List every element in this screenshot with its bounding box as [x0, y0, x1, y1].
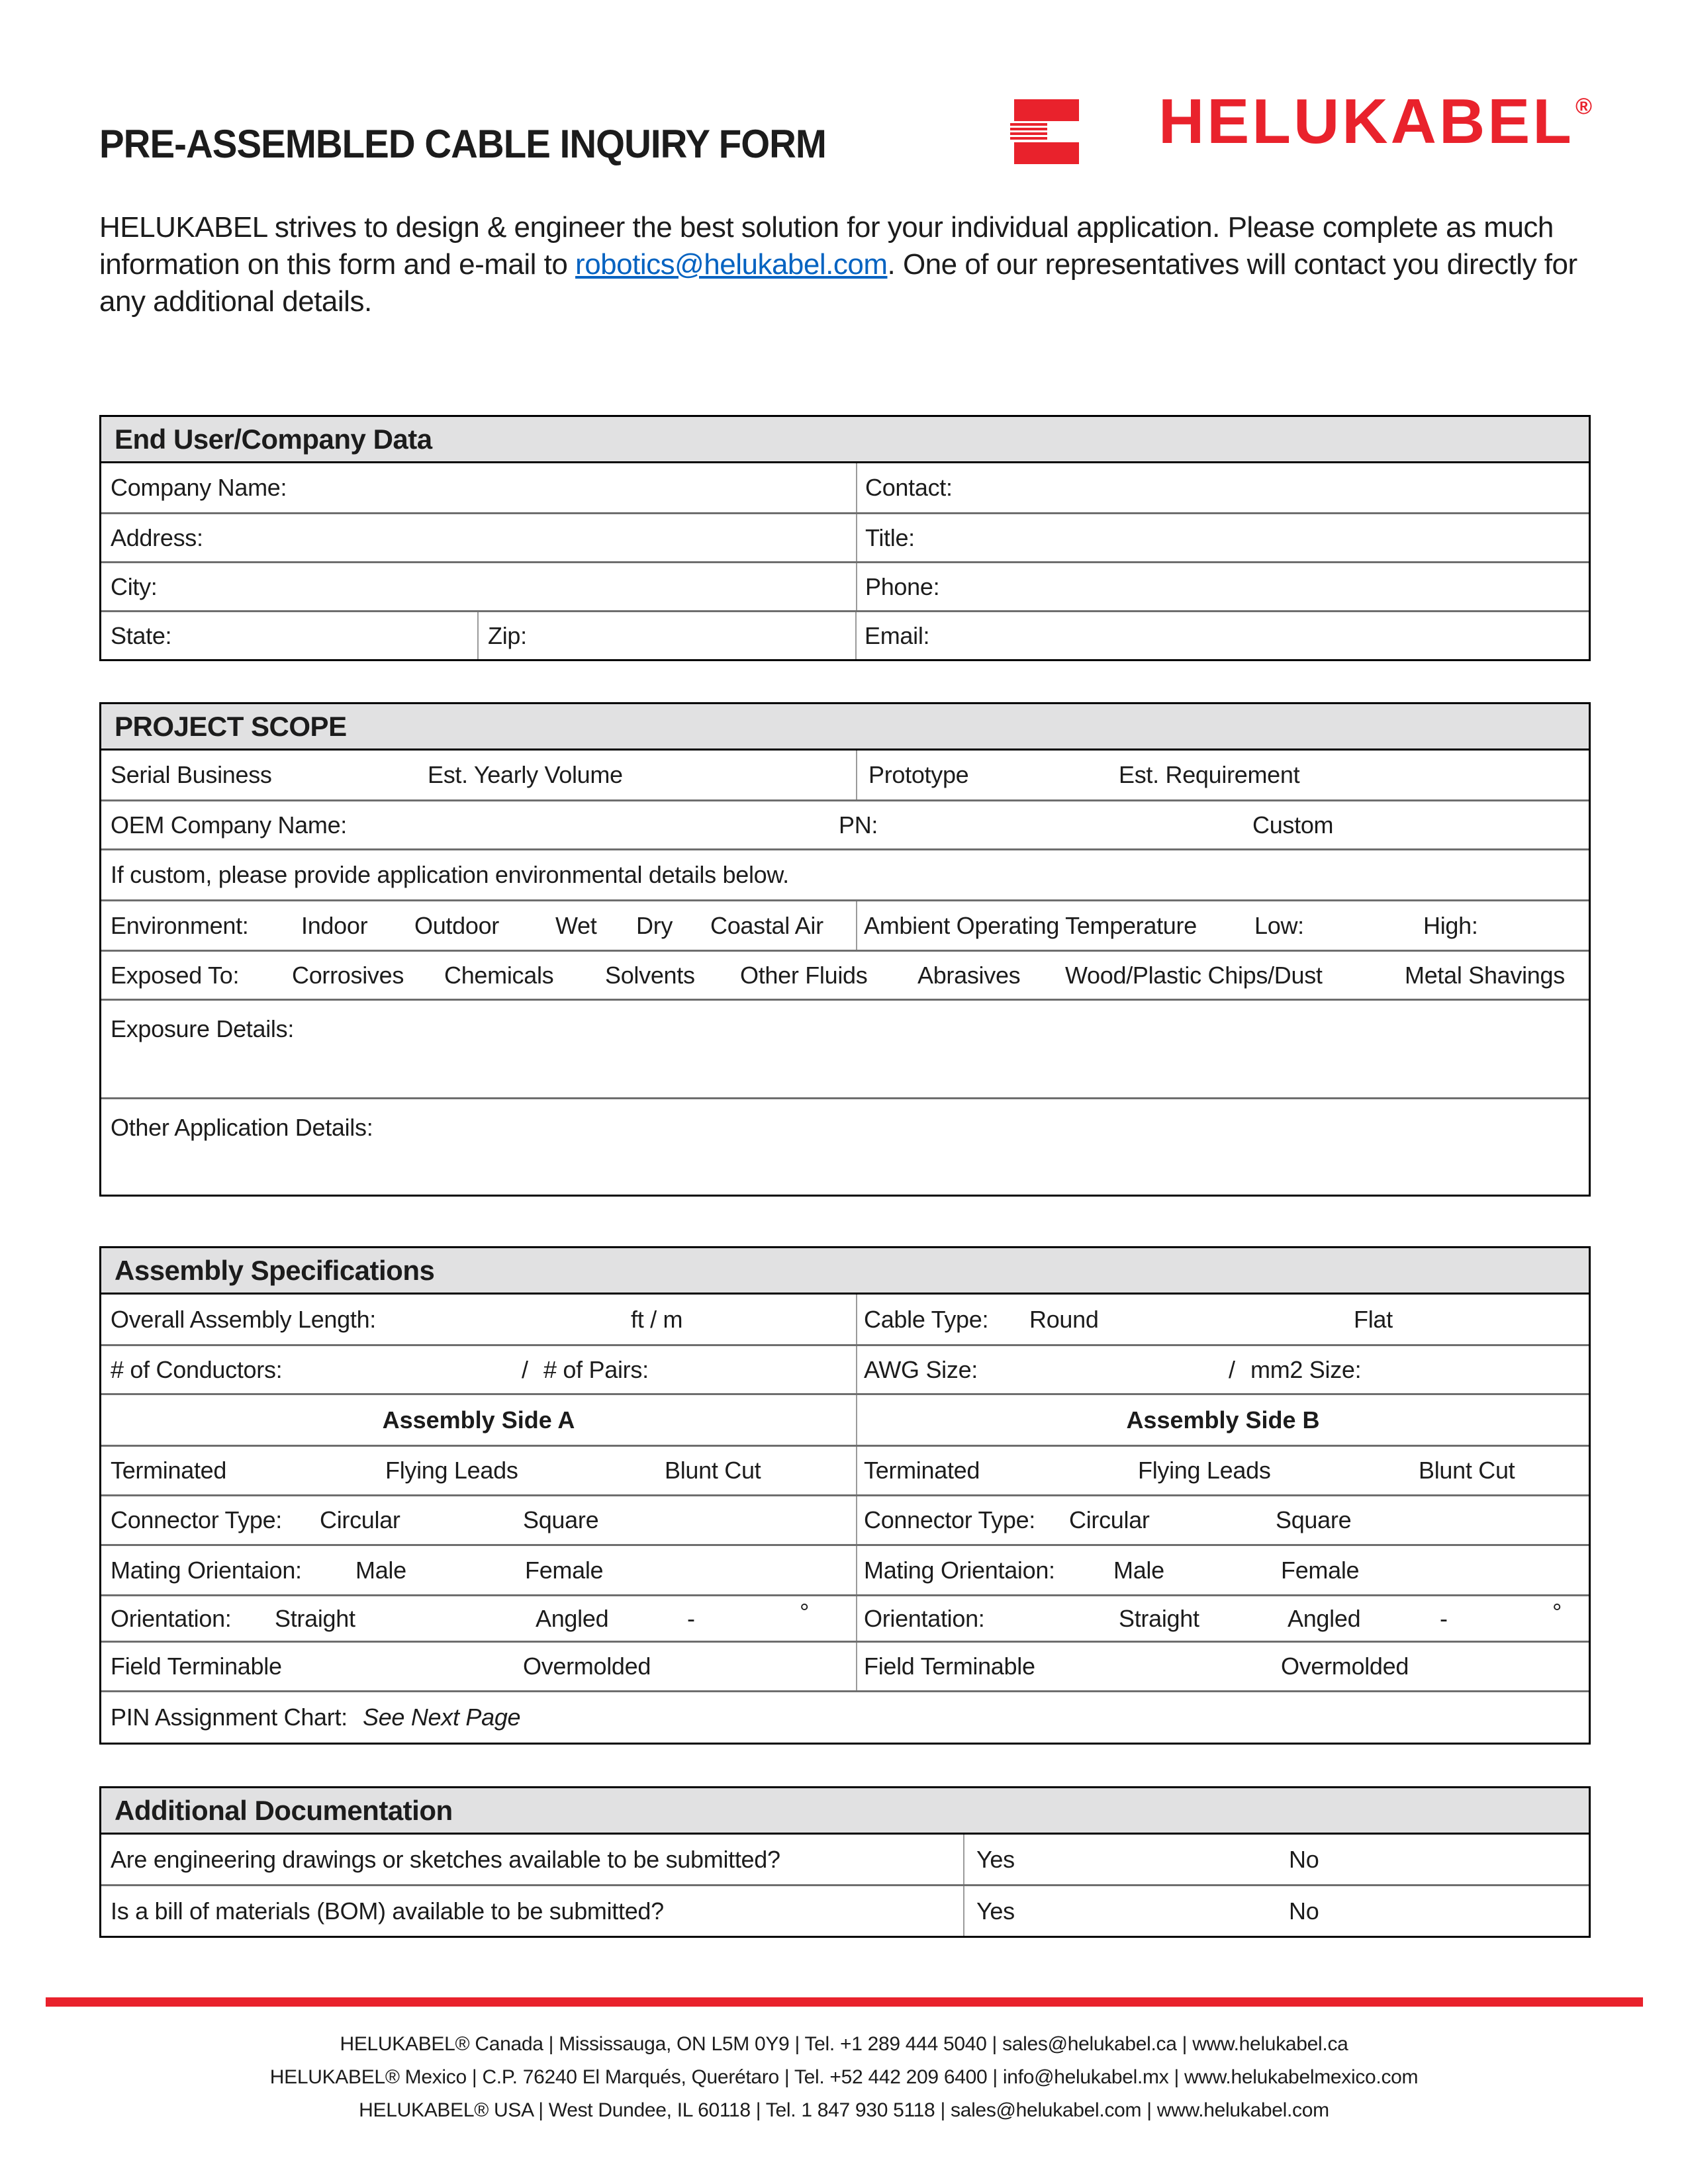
option-square-a: Square	[523, 1506, 599, 1533]
table-row	[101, 512, 1589, 561]
label-est-yearly-volume: Est. Yearly Volume	[428, 761, 623, 788]
label-connector-type-a: Connector Type:	[111, 1506, 282, 1533]
cell-awg-mm2	[856, 1346, 1589, 1393]
table-row	[101, 1641, 1589, 1690]
intro-text-before-link: HELUKABEL strives to design & engineer the best solution for your individual application. Please complete as much information on this form and e-mail to	[99, 211, 1554, 281]
header-assembly-side-a: Assembly Side A	[382, 1406, 575, 1433]
label-prototype: Prototype	[868, 761, 969, 788]
option-yes-bom: Yes	[976, 1897, 1015, 1925]
logo-icon-stripes	[1010, 123, 1047, 142]
option-angled-b: Angled	[1288, 1604, 1361, 1632]
cell-termination-side-a	[101, 1447, 856, 1494]
angle-dash-b: -	[1440, 1604, 1448, 1632]
table-row	[101, 799, 1589, 848]
label-awg-size: AWG Size:	[864, 1355, 978, 1383]
cell-cable-type	[856, 1295, 1589, 1344]
field-zip	[477, 612, 855, 659]
helukabel-logo-icon	[1010, 99, 1079, 164]
cell-mating-orientation-side-a	[101, 1546, 856, 1594]
section-end-user-company-data	[99, 415, 1591, 661]
table-row	[101, 1835, 1589, 1884]
option-chemicals: Chemicals	[444, 961, 554, 989]
table-row	[101, 1594, 1589, 1641]
option-dry: Dry	[636, 911, 673, 939]
option-field-terminable-b: Field Terminable	[864, 1653, 1035, 1680]
field-label-contact: Contact:	[865, 474, 953, 501]
section-assembly-specifications	[99, 1246, 1591, 1745]
header-assembly-side-b: Assembly Side B	[856, 1395, 1589, 1445]
field-label-title: Title:	[865, 523, 915, 551]
option-yes-drawings: Yes	[976, 1845, 1015, 1873]
degree-symbol-a: °	[800, 1598, 810, 1626]
label-ambient-operating-temperature: Ambient Operating Temperature	[864, 911, 1197, 939]
table-row	[101, 999, 1589, 1097]
intro-text-after-link: . One of our representatives will contact you directly for any additional details.	[99, 248, 1577, 318]
option-metal-shavings: Metal Shavings	[1405, 961, 1565, 989]
option-corrosives: Corrosives	[292, 961, 404, 989]
table-row	[101, 1494, 1589, 1544]
page-title: PRE-ASSEMBLED CABLE INQUIRY FORM	[99, 122, 826, 166]
footer-line-canada: HELUKABEL® Canada | Mississauga, ON L5M 0Y9 | Tel. +1 289 444 5040 | sales@helukabel.ca | www.helukabel.ca	[340, 2033, 1348, 2055]
field-title	[856, 514, 1589, 561]
label-num-pairs: # of Pairs:	[543, 1355, 649, 1383]
cell-environment	[101, 901, 856, 950]
logo-text: HELUKABEL	[1158, 86, 1574, 157]
cell-overall-assembly-length	[101, 1295, 856, 1344]
label-other-application-details: Other Application Details:	[111, 1114, 373, 1141]
cell-answer-bom	[963, 1886, 1589, 1936]
note-if-custom: If custom, please provide application environmental details below.	[111, 861, 789, 888]
option-no-drawings: No	[1289, 1845, 1319, 1873]
option-circular-a: Circular	[320, 1506, 400, 1533]
intro-paragraph	[99, 209, 1591, 320]
section-header-project-scope: PROJECT SCOPE	[101, 704, 1589, 751]
label-exposed-to: Exposed To:	[111, 961, 240, 989]
label-environment: Environment:	[111, 911, 249, 939]
question-drawings: Are engineering drawings or sketches available to be submitted?	[111, 1845, 780, 1873]
option-field-terminable-a: Field Terminable	[111, 1653, 282, 1680]
table-row	[101, 899, 1589, 950]
table-row	[101, 1690, 1589, 1743]
option-outdoor: Outdoor	[414, 911, 499, 939]
option-solvents: Solvents	[605, 961, 695, 989]
table-row	[101, 950, 1589, 999]
option-female-b: Female	[1281, 1556, 1360, 1584]
label-mating-orientation-b: Mating Orientaion:	[864, 1556, 1055, 1584]
cell-field-terminable-side-b	[856, 1643, 1589, 1690]
table-row	[101, 1295, 1589, 1344]
label-exposure-details: Exposure Details:	[111, 1015, 295, 1042]
field-label-address: Address:	[111, 523, 203, 551]
label-connector-type-b: Connector Type:	[864, 1506, 1035, 1533]
label-oem-company-name: OEM Company Name:	[111, 811, 348, 839]
field-city	[101, 563, 856, 610]
option-straight-b: Straight	[1119, 1604, 1199, 1632]
table-row	[101, 1544, 1589, 1594]
slash-separator: /	[522, 1355, 528, 1383]
option-male-b: Male	[1113, 1556, 1164, 1584]
label-mm2-size: mm2 Size:	[1250, 1355, 1362, 1383]
field-label-phone: Phone:	[865, 572, 940, 600]
table-row	[101, 1097, 1589, 1195]
table-row	[101, 561, 1589, 610]
option-abrasives: Abrasives	[917, 961, 1021, 989]
question-bom: Is a bill of materials (BOM) available to be submitted?	[111, 1897, 664, 1925]
field-label-state: State:	[111, 621, 172, 649]
option-angled-a: Angled	[536, 1604, 609, 1632]
field-label-city: City:	[111, 572, 158, 600]
section-header-additional-documentation: Additional Documentation	[101, 1788, 1589, 1835]
label-temp-low: Low:	[1254, 911, 1304, 939]
label-temp-high: High:	[1423, 911, 1478, 939]
cell-other-application-details	[101, 1099, 1589, 1195]
degree-symbol-b: °	[1552, 1598, 1562, 1626]
option-male-a: Male	[355, 1556, 406, 1584]
table-row	[101, 1344, 1589, 1393]
section-additional-documentation	[99, 1786, 1591, 1938]
option-coastal-air: Coastal Air	[710, 911, 823, 939]
option-overmolded-b: Overmolded	[1281, 1653, 1409, 1680]
field-state	[101, 612, 477, 659]
option-flying-leads-a: Flying Leads	[385, 1457, 518, 1484]
label-serial-business: Serial Business	[111, 761, 272, 788]
field-address	[101, 514, 856, 561]
label-overall-assembly-length: Overall Assembly Length:	[111, 1305, 376, 1333]
footer-red-bar	[46, 1997, 1643, 2007]
logo-icon-bottom-bar	[1014, 142, 1079, 164]
slash-separator: /	[1229, 1355, 1235, 1383]
cell-mating-orientation-side-b	[856, 1546, 1589, 1594]
cell-exposure-details	[101, 1001, 1589, 1097]
section-project-scope	[99, 702, 1591, 1197]
label-pn: PN:	[839, 811, 878, 839]
table-row	[101, 848, 1589, 899]
label-pin-assignment-chart: PIN Assignment Chart:	[111, 1704, 348, 1731]
cell-question-bom	[101, 1886, 963, 1936]
option-square-b: Square	[1276, 1506, 1352, 1533]
option-terminated-a: Terminated	[111, 1457, 227, 1484]
cell-answer-drawings	[963, 1835, 1589, 1884]
registered-trademark-mark: ®	[1575, 94, 1592, 119]
label-est-requirement: Est. Requirement	[1119, 761, 1300, 788]
field-label-email: Email:	[865, 621, 930, 649]
option-terminated-b: Terminated	[864, 1457, 980, 1484]
cell-exposed-to	[101, 952, 1589, 999]
option-straight-a: Straight	[275, 1604, 355, 1632]
label-orientation-b: Orientation:	[864, 1604, 985, 1632]
option-flying-leads-b: Flying Leads	[1138, 1457, 1271, 1484]
section-header-end-user: End User/Company Data	[101, 417, 1589, 463]
note-see-next-page: See Next Page	[363, 1704, 521, 1731]
table-row	[101, 1393, 1589, 1445]
cell-termination-side-b	[856, 1447, 1589, 1494]
page-footer	[0, 1997, 1688, 2127]
option-no-bom: No	[1289, 1897, 1319, 1925]
helukabel-logo	[1010, 86, 1592, 164]
cell-orientation-side-b	[856, 1596, 1589, 1641]
label-cable-type: Cable Type:	[864, 1305, 989, 1333]
cell-connector-type-side-a	[101, 1496, 856, 1544]
page-header	[99, 86, 1592, 166]
table-row	[101, 1884, 1589, 1936]
email-link[interactable]: robotics@helukabel.com	[575, 248, 888, 281]
cell-conductors-pairs	[101, 1346, 856, 1393]
cell-oem-company	[101, 801, 1589, 848]
option-round: Round	[1029, 1305, 1099, 1333]
cell-serial-business	[101, 751, 856, 799]
cell-connector-type-side-b	[856, 1496, 1589, 1544]
option-blunt-cut-b: Blunt Cut	[1419, 1457, 1515, 1484]
cell-question-drawings	[101, 1835, 963, 1884]
footer-line-mexico: HELUKABEL® Mexico | C.P. 76240 El Marqués, Querétaro | Tel. +52 442 209 6400 | info@helukabel.mx | www.helukabelmexico.com	[269, 2066, 1419, 2088]
cell-field-terminable-side-a	[101, 1643, 856, 1690]
logo-wordmark	[1158, 86, 1592, 164]
cell-ambient-temperature	[856, 901, 1589, 950]
label-mating-orientation-a: Mating Orientaion:	[111, 1556, 302, 1584]
logo-icon-top-bar	[1014, 99, 1079, 121]
cell-prototype	[856, 751, 1589, 799]
label-length-units: ft / m	[631, 1305, 683, 1333]
field-label-zip: Zip:	[488, 621, 527, 649]
field-contact	[856, 463, 1589, 512]
cell-if-custom-note	[101, 850, 1589, 899]
field-company-name	[101, 463, 856, 512]
field-email	[855, 612, 1589, 659]
table-row	[101, 463, 1589, 512]
cell-pin-assignment	[101, 1692, 1589, 1743]
option-custom: Custom	[1252, 811, 1334, 839]
option-other-fluids: Other Fluids	[740, 961, 868, 989]
field-phone	[856, 563, 1589, 610]
option-flat: Flat	[1354, 1305, 1393, 1333]
table-row	[101, 610, 1589, 659]
table-row	[101, 1445, 1589, 1494]
label-orientation-a: Orientation:	[111, 1604, 232, 1632]
field-label-company-name: Company Name:	[111, 474, 287, 501]
option-overmolded-a: Overmolded	[523, 1653, 651, 1680]
option-circular-b: Circular	[1069, 1506, 1150, 1533]
option-wood-plastic-chips-dust: Wood/Plastic Chips/Dust	[1065, 961, 1323, 989]
option-female-a: Female	[525, 1556, 604, 1584]
option-blunt-cut-a: Blunt Cut	[665, 1457, 761, 1484]
option-indoor: Indoor	[301, 911, 368, 939]
section-header-assembly-specifications: Assembly Specifications	[101, 1248, 1589, 1295]
angle-dash-a: -	[687, 1604, 695, 1632]
option-wet: Wet	[555, 911, 597, 939]
footer-line-usa: HELUKABEL® USA | West Dundee, IL 60118 | Tel. 1 847 930 5118 | sales@helukabel.com | www.helukabel.com	[359, 2099, 1329, 2121]
label-num-conductors: # of Conductors:	[111, 1355, 283, 1383]
cell-orientation-side-a	[101, 1596, 856, 1641]
table-row	[101, 751, 1589, 799]
